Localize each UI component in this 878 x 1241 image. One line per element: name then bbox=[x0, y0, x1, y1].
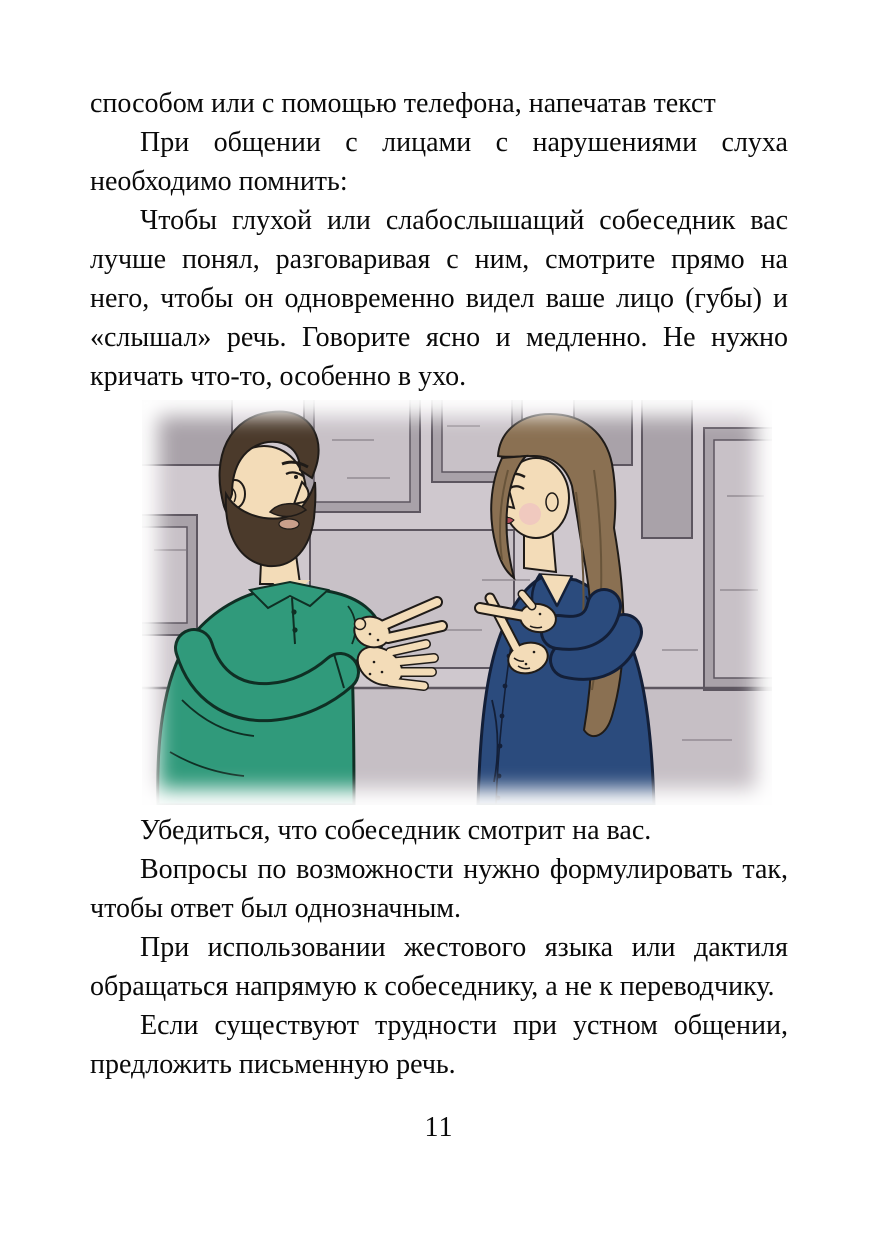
paragraph-4: Убедиться, что собеседник смотрит на вас. bbox=[140, 815, 652, 846]
paragraph-3: Чтобы глухой или слабослышащий собеседник вас лучше понял, разговаривая с ним, смотрите прямо на него, чтобы он одновременно видел ваше лицо (губы) и «слышал» речь. Говорите ясно и медленно. Не нужно кричать что-то, особенно в ухо. bbox=[90, 205, 788, 392]
paragraph-7: Если существуют трудности при устном общении, предложить письменную речь. bbox=[90, 1010, 788, 1080]
paragraph-6: При использовании жестового языка или дактиля обращаться напрямую к собеседнику, а не к переводчику. bbox=[90, 932, 788, 1002]
man-button-1 bbox=[291, 609, 296, 614]
paragraph-2: При общении с лицами с нарушениями слуха необходимо помнить: bbox=[90, 127, 788, 197]
page-number: 11 bbox=[424, 1112, 454, 1143]
woman-blush bbox=[519, 503, 541, 525]
man-button-2 bbox=[292, 627, 297, 632]
paragraph-1: способом или с помощью телефона, напечатав текст bbox=[90, 88, 716, 119]
woman-ear bbox=[546, 493, 558, 511]
sign-language-drawing bbox=[142, 400, 772, 805]
sign-language-illustration bbox=[142, 400, 772, 805]
paragraph-5: Вопросы по возможности нужно формулировать так, чтобы ответ был однозначным. bbox=[90, 854, 788, 924]
man-lips bbox=[279, 519, 299, 529]
text-column bbox=[90, 84, 788, 1144]
man-pupil bbox=[294, 475, 298, 479]
